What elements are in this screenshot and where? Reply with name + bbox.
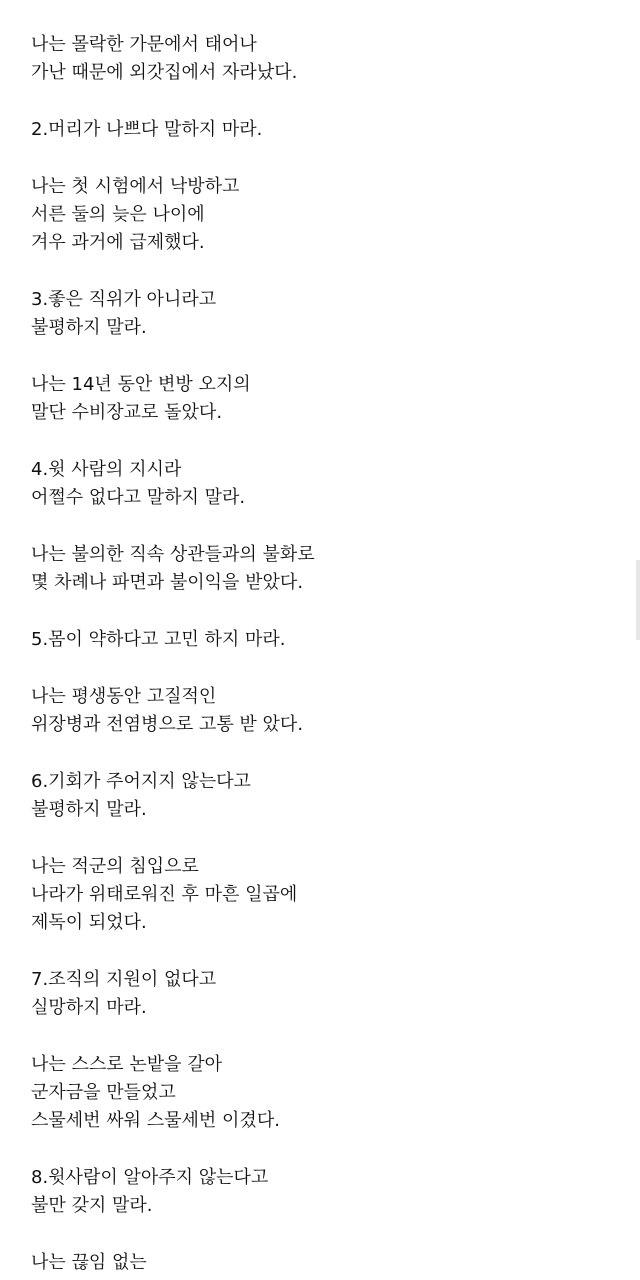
heading-3: 3.좋은 직위가 아니라고 xyxy=(31,289,217,310)
text-line-3: 나는 첫 시험에서 낙방하고 xyxy=(31,176,240,197)
text-line-21: 스물세번 싸워 스물세번 이겼다. xyxy=(31,1110,280,1131)
heading-4: 4.윗 사람의 지시라 xyxy=(31,459,182,480)
text-line-7: 나는 14년 동안 변방 오지의 xyxy=(31,374,251,395)
text-line-20: 군자금을 만들었고 xyxy=(31,1082,176,1103)
heading-5: 5.몸이 약하다고 고민 하지 마라. xyxy=(31,629,286,650)
text-line-12: 나는 평생동안 고질적인 xyxy=(31,686,217,707)
text-line-11: 몇 차례나 파면과 불이익을 받았다. xyxy=(31,572,304,593)
text-line-19: 나는 스스로 논밭을 갈아 xyxy=(31,1054,223,1075)
text-line-22: 불만 갖지 말라. xyxy=(31,1195,153,1216)
text-line-6: 불평하지 말라. xyxy=(31,317,147,338)
heading-8: 8.윗사람이 알아주지 않는다고 xyxy=(31,1167,269,1188)
heading-7: 7.조직의 지원이 없다고 xyxy=(31,969,217,990)
page-edge-shadow xyxy=(636,560,640,640)
text-line-23: 나는 끊임 없는 xyxy=(31,1252,147,1273)
text-line-17: 제독이 되었다. xyxy=(31,912,147,933)
text-line-2: 가난 때문에 외갓집에서 자라났다. xyxy=(31,62,298,83)
text-line-18: 실망하지 마라. xyxy=(31,997,147,1018)
text-line-16: 나라가 위태로워진 후 마흔 일곱에 xyxy=(31,884,298,905)
heading-2: 2.머리가 나쁘다 말하지 마라. xyxy=(31,119,263,140)
text-line-1: 나는 몰락한 가문에서 태어나 xyxy=(31,34,257,55)
text-line-10: 나는 불의한 직속 상관들과의 불화로 xyxy=(31,544,315,565)
text-line-15: 나는 적군의 침입으로 xyxy=(31,856,199,877)
text-line-14: 불평하지 말라. xyxy=(31,799,147,820)
text-line-5: 겨우 과거에 급제했다. xyxy=(31,232,205,253)
text-line-4: 서른 둘의 늦은 나이에 xyxy=(31,204,205,225)
text-line-9: 어쩔수 없다고 말하지 말라. xyxy=(31,487,246,508)
heading-6: 6.기회가 주어지지 않는다고 xyxy=(31,771,251,792)
text-line-13: 위장병과 전염병으로 고통 받 았다. xyxy=(31,714,304,735)
text-line-8: 말단 수비장교로 돌았다. xyxy=(31,402,223,423)
